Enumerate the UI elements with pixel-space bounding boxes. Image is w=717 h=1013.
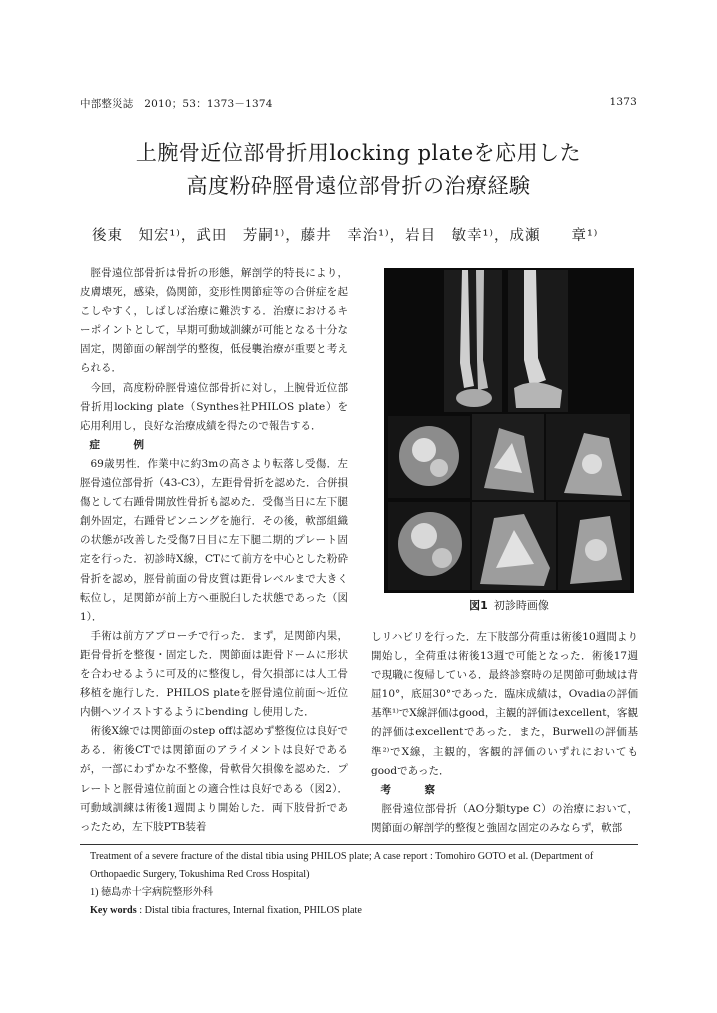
section-heading-discussion: 考察 bbox=[380, 783, 469, 796]
english-title-footnote: Treatment of a severe fracture of the distal tibia using PHILOS plate; A case report : Tomohiro GOTO et al. (Department of Orthopaedic Surgery, Tokushima Red Cross Hospital) bbox=[90, 851, 594, 880]
radiograph-ct-montage bbox=[384, 268, 634, 593]
left-column bbox=[80, 264, 348, 837]
keywords-text: : Distal tibia fractures, Internal fixation, PHILOS plate bbox=[136, 905, 362, 916]
page-number: 1373 bbox=[609, 96, 637, 108]
figure-label: 図1 bbox=[469, 599, 488, 612]
discussion-paragraph: 脛骨遠位部骨折（AO分類type C）の治療において，関節面の解剖学的整復と強固な固定のみならず，軟部 bbox=[371, 802, 638, 834]
journal-citation: 中部整災誌 2010；53：1373－1374 bbox=[80, 98, 273, 110]
author-list: 後東 知宏¹⁾，武田 芳嗣¹⁾，藤井 幸治¹⁾，岩目 敏幸¹⁾，成瀬 章¹⁾ bbox=[92, 228, 599, 244]
footer-divider bbox=[80, 844, 638, 845]
affiliation-footnote: 1) 徳島赤十字病院整形外科 bbox=[90, 887, 214, 898]
article-title-line2: 高度粉砕脛骨遠位部骨折の治療経験 bbox=[186, 174, 531, 198]
purpose-paragraph: 今回，高度粉砕脛骨遠位部骨折に対し，上腕骨近位部骨折用locking plate（Synthes社PHILOS plate）を応用利用し，良好な治療成績を得たので報告する． bbox=[80, 381, 348, 432]
rehab-paragraph: しリハビリを行った．左下肢部分荷重は術後10週間より開始し，全荷重は術後13週で可能となった．術後17週で現職に復帰している．最終診察時の足関節可動域は背屈10°，底屈30°であった．臨床成績は，Ovadiaの評価基準¹⁾でX線評価はgood，主観的評価はexcellent，客観的評価はexcellentであった．また，Burwellの評価基準²⁾でX線，主観的，客観的評価のいずれにおいてもgoodであった． bbox=[371, 631, 638, 777]
keywords-footnote bbox=[90, 902, 638, 920]
keywords-label: Key words bbox=[90, 905, 137, 916]
section-heading-case: 症例 bbox=[89, 438, 178, 451]
case-paragraph: 69歳男性．作業中に約3mの高さより転落し受傷．左脛骨遠位部骨折（43-C3），左距骨骨折を認めた．合併損傷として右踵骨開放性骨折も認めた．受傷当日に左下腿創外固定，右踵骨ピンニングを施行．その後，軟部組織の状態が改善した受傷7日目に左下腿二期的プレート固定を行った．初診時X線，CTにて前方を中心とした粉砕骨折を認め，脛骨前面の骨皮質は距骨レベルまで大きく転位し，足関節が前上方へ亜脱臼した状態であった（図1）． bbox=[80, 457, 348, 623]
figure-caption-text: 初診時画像 bbox=[493, 599, 549, 612]
right-column bbox=[371, 628, 638, 838]
figure-1-caption bbox=[384, 597, 634, 613]
article-title-line1: 上腕骨近位部骨折用locking plateを応用した bbox=[135, 141, 582, 165]
surgery-paragraph: 手術は前方アプローチで行った．まず，足関節内果，距骨骨折を整復・固定した．関節面は距骨ドームに形状を合わせるように可及的に整復し，骨欠損部には人工骨移植を施行した．PHILOS plateを脛骨遠位前面～近位内側へツイストするようにbending し使用した． bbox=[80, 629, 348, 719]
postop-paragraph: 術後X線では関節面のstep offは認めず整復位は良好である．術後CTでは関節面のアライメントは良好であるが，一部にわずかな不整像，骨軟骨欠損像を認めた．プレートと脛骨遠位前面との適合性は良好である（図2）．可動域訓練は術後1週間より開始した．両下肢骨折であったため，左下肢PTB装着 bbox=[80, 725, 348, 833]
intro-paragraph: 脛骨遠位部骨折は骨折の形態，解剖学的特長により，皮膚壊死，感染，偽関節，変形性関節症等の合併症を起こしやすく，しばしば治療に難渋する．治療におけるキーポイントとして，早期可動域訓練が可能となる十分な固定，関節面の解剖学的整復，低侵襲治療が重要と考えられる． bbox=[80, 267, 348, 375]
figure-1-image bbox=[384, 268, 634, 593]
